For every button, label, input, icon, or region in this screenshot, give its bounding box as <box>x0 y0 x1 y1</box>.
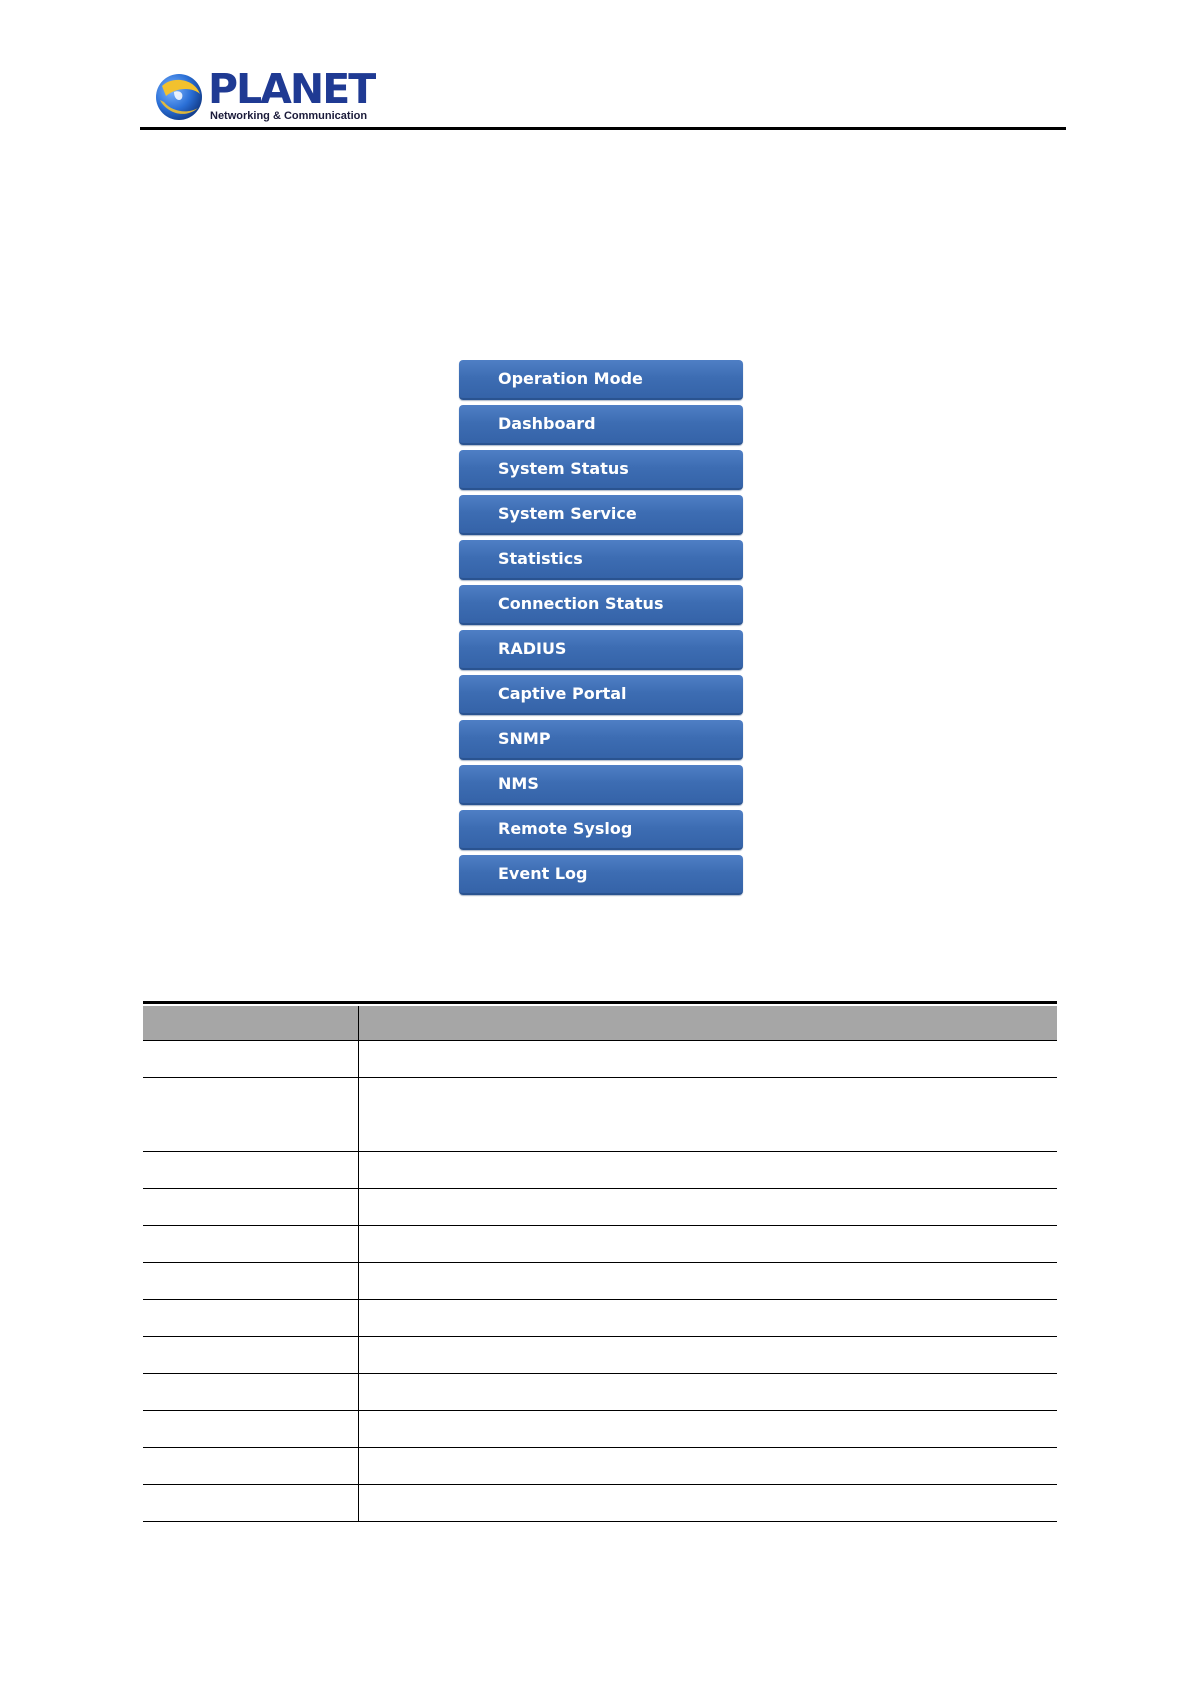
table-row <box>143 1078 1057 1152</box>
brand-name: PLANET <box>208 65 375 113</box>
menu-item-captive-portal[interactable]: Captive Portal <box>459 675 743 715</box>
table-cell <box>143 1448 359 1485</box>
menu-item-dashboard[interactable]: Dashboard <box>459 405 743 445</box>
table-cell <box>359 1189 1058 1226</box>
menu-item-nms[interactable]: NMS <box>459 765 743 805</box>
table-cell <box>359 1448 1058 1485</box>
menu-item-statistics[interactable]: Statistics <box>459 540 743 580</box>
page-header <box>140 64 540 124</box>
menu-item-operation-mode[interactable]: Operation Mode <box>459 360 743 400</box>
table-cell <box>359 1485 1058 1522</box>
table-row <box>143 1448 1057 1485</box>
planet-globe-icon <box>154 72 204 122</box>
status-menu <box>459 360 743 900</box>
table-cell <box>143 1226 359 1263</box>
header-divider <box>140 127 1066 130</box>
table-cell <box>359 1041 1058 1078</box>
table-cell <box>143 1411 359 1448</box>
table-row <box>143 1189 1057 1226</box>
table-header-object <box>143 1006 359 1041</box>
table-row <box>143 1485 1057 1522</box>
table-row <box>143 1041 1057 1078</box>
table-cell <box>143 1374 359 1411</box>
table-cell <box>143 1337 359 1374</box>
menu-item-snmp[interactable]: SNMP <box>459 720 743 760</box>
menu-item-event-log[interactable]: Event Log <box>459 855 743 895</box>
table-cell <box>143 1485 359 1522</box>
menu-item-remote-syslog[interactable]: Remote Syslog <box>459 810 743 850</box>
table-cell <box>359 1411 1058 1448</box>
table-top-rule <box>143 1001 1057 1004</box>
brand-tagline: Networking & Communication <box>210 110 368 122</box>
object-description-table <box>143 1006 1057 1522</box>
table-cell <box>359 1337 1058 1374</box>
table-cell <box>143 1078 359 1152</box>
table-row <box>143 1374 1057 1411</box>
table-cell <box>143 1189 359 1226</box>
table-row <box>143 1337 1057 1374</box>
table-header-description <box>359 1006 1058 1041</box>
menu-item-radius[interactable]: RADIUS <box>459 630 743 670</box>
table-row <box>143 1263 1057 1300</box>
table-row <box>143 1226 1057 1263</box>
table-row <box>143 1300 1057 1337</box>
table-cell <box>143 1041 359 1078</box>
table-cell <box>359 1152 1058 1189</box>
table-cell <box>359 1226 1058 1263</box>
menu-item-system-service[interactable]: System Service <box>459 495 743 535</box>
table-row <box>143 1411 1057 1448</box>
table-cell <box>359 1374 1058 1411</box>
table-cell <box>359 1263 1058 1300</box>
table-cell <box>359 1078 1058 1152</box>
table-cell <box>143 1300 359 1337</box>
table-cell <box>359 1300 1058 1337</box>
table-row <box>143 1152 1057 1189</box>
menu-item-system-status[interactable]: System Status <box>459 450 743 490</box>
menu-item-connection-status[interactable]: Connection Status <box>459 585 743 625</box>
table-cell <box>143 1152 359 1189</box>
table-header-row <box>143 1006 1057 1041</box>
table-cell <box>143 1263 359 1300</box>
